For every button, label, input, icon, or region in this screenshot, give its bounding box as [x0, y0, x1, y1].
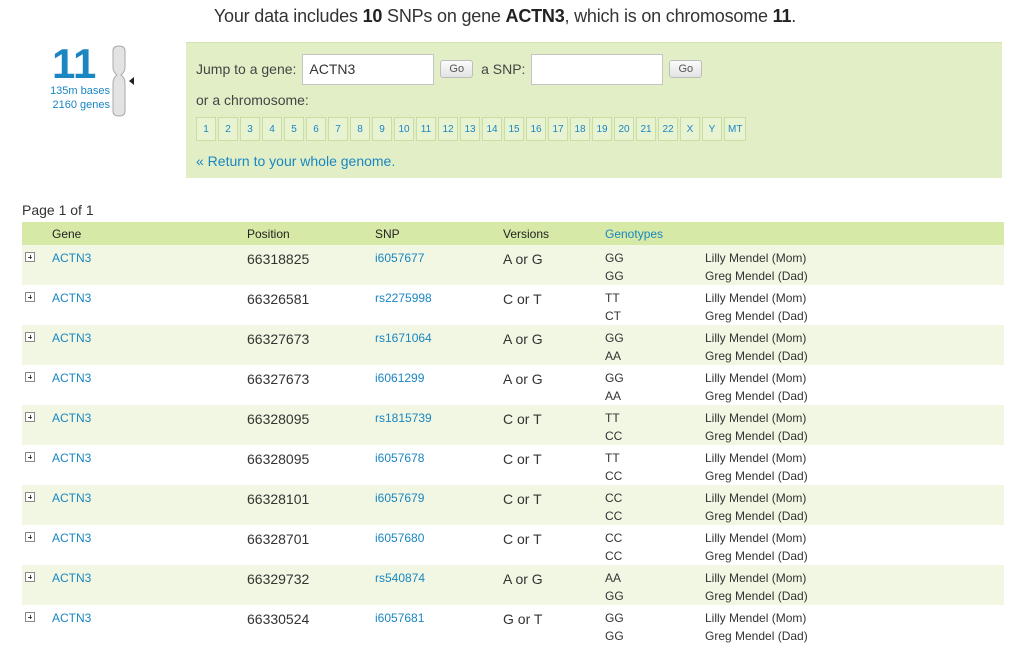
pagination-label: Page 1 of 1	[22, 202, 94, 218]
chromosome-link[interactable]: 9	[372, 117, 392, 141]
chromosome-link[interactable]: 20	[614, 117, 634, 141]
genotypes-cell	[605, 605, 705, 645]
person-name: Lilly Mendel (Mom)	[705, 331, 807, 345]
gene-link[interactable]: ACTN3	[52, 451, 92, 465]
snp-cell	[375, 325, 503, 365]
row-expand-cell	[22, 445, 52, 485]
position-cell: 66328095	[247, 411, 310, 427]
gene-cell	[52, 445, 247, 485]
row-expand-cell	[22, 605, 52, 645]
person-name: Greg Mendel (Dad)	[705, 469, 808, 483]
snp-cell	[375, 605, 503, 645]
person-name: Greg Mendel (Dad)	[705, 269, 808, 283]
person-name: Greg Mendel (Dad)	[705, 549, 808, 563]
versions-cell: C or T	[503, 531, 542, 547]
genotypes-cell	[605, 445, 705, 485]
genotype-value: CC	[605, 491, 623, 505]
table-body	[22, 245, 1004, 645]
position-cell: 66326581	[247, 291, 310, 307]
chromosome-link[interactable]: 1	[196, 117, 216, 141]
chromosome-link[interactable]: 6	[306, 117, 326, 141]
versions-cell: C or T	[503, 491, 542, 507]
chromosome-link[interactable]: 18	[570, 117, 590, 141]
person-name: Greg Mendel (Dad)	[705, 509, 808, 523]
genotype-value: TT	[605, 411, 620, 425]
genotype-value: AA	[605, 389, 622, 403]
people-cell	[705, 485, 1004, 525]
snp-cell	[375, 445, 503, 485]
row-expand-cell	[22, 565, 52, 605]
navigation-panel	[186, 42, 1002, 178]
headline-end: .	[791, 6, 797, 26]
plus-box-icon[interactable]	[25, 492, 35, 502]
genotypes-cell	[605, 285, 705, 325]
genotype-value: TT	[605, 451, 620, 465]
genotypes-cell	[605, 325, 705, 365]
pointer-arrow-icon	[129, 77, 134, 85]
position-cell: 66330524	[247, 611, 310, 627]
plus-box-icon[interactable]	[25, 292, 35, 302]
gene-cell	[52, 365, 247, 405]
snp-cell	[375, 245, 503, 285]
row-expand-cell	[22, 285, 52, 325]
person-name: Lilly Mendel (Mom)	[705, 371, 807, 385]
gene-cell	[52, 485, 247, 525]
header-people	[705, 222, 1004, 245]
genotypes-cell	[605, 405, 705, 445]
person-name: Lilly Mendel (Mom)	[705, 531, 807, 545]
person-name: Lilly Mendel (Mom)	[705, 291, 807, 305]
snp-count: 10	[362, 6, 383, 26]
row-expand-cell	[22, 405, 52, 445]
table-row	[22, 325, 1004, 365]
people-cell	[705, 325, 1004, 365]
versions-cell: A or G	[503, 331, 543, 347]
table-row	[22, 525, 1004, 565]
genotypes-cell	[605, 245, 705, 285]
header-genotypes[interactable]: Genotypes	[605, 226, 664, 241]
snp-link[interactable]: rs1671064	[375, 331, 432, 345]
row-expand-cell	[22, 325, 52, 365]
chromosome-link[interactable]: 10	[394, 117, 414, 141]
genotype-value: GG	[605, 589, 624, 603]
genotype-value: GG	[605, 611, 624, 625]
row-expand-cell	[22, 485, 52, 525]
header-gene: Gene	[52, 226, 82, 241]
table-row	[22, 405, 1004, 445]
genotype-value: GG	[605, 331, 624, 345]
plus-box-icon[interactable]	[25, 412, 35, 422]
genotype-value: AA	[605, 349, 622, 363]
gene-cell	[52, 565, 247, 605]
versions-cell: C or T	[503, 291, 542, 307]
chromosome-link[interactable]: Y	[702, 117, 722, 141]
headline-middle: SNPs on gene	[387, 6, 501, 26]
position-cell: 66328095	[247, 451, 310, 467]
page-headline	[0, 6, 1010, 27]
snp-cell	[375, 405, 503, 445]
chromosome-stats	[30, 84, 110, 112]
snp-cell	[375, 285, 503, 325]
table-row	[22, 605, 1004, 645]
table-row	[22, 285, 1004, 325]
chromosome-number: 11	[52, 40, 97, 87]
genotypes-cell	[605, 525, 705, 565]
genotype-value: AA	[605, 571, 622, 585]
table-row	[22, 245, 1004, 285]
chromosome-link[interactable]: 2	[218, 117, 238, 141]
snp-link[interactable]: rs1815739	[375, 411, 432, 425]
chromosome-summary	[30, 40, 140, 120]
people-cell	[705, 245, 1004, 285]
gene-input[interactable]: ACTN3	[302, 54, 434, 85]
gene-link[interactable]: ACTN3	[52, 531, 92, 545]
chromosome-link[interactable]: 8	[350, 117, 370, 141]
genotypes-cell	[605, 485, 705, 525]
snp-link[interactable]: i6057681	[375, 611, 425, 625]
plus-box-icon[interactable]	[25, 612, 35, 622]
person-name: Lilly Mendel (Mom)	[705, 451, 807, 465]
headline-prefix: Your data includes	[213, 6, 358, 26]
chromosome-link[interactable]: X	[680, 117, 700, 141]
headline-suffix: , which is on chromosome	[564, 6, 768, 26]
person-name: Greg Mendel (Dad)	[705, 389, 808, 403]
genotype-value: CT	[605, 309, 621, 323]
genotype-value: TT	[605, 291, 620, 305]
row-expand-cell	[22, 525, 52, 565]
person-name: Greg Mendel (Dad)	[705, 589, 808, 603]
jump-row	[196, 53, 710, 85]
chromosome-genes: 2160 genes	[52, 99, 110, 111]
gene-link[interactable]: ACTN3	[52, 491, 92, 505]
versions-cell: C or T	[503, 451, 542, 467]
chromosome-link[interactable]: 7	[328, 117, 348, 141]
snp-table	[22, 222, 1004, 645]
people-cell	[705, 525, 1004, 565]
chromosome-link[interactable]: 14	[482, 117, 502, 141]
gene-link[interactable]: ACTN3	[52, 331, 92, 345]
gene-cell	[52, 325, 247, 365]
genotype-value: GG	[605, 251, 624, 265]
chromosome-link[interactable]: 15	[504, 117, 524, 141]
person-name: Greg Mendel (Dad)	[705, 429, 808, 443]
versions-cell: C or T	[503, 411, 542, 427]
headline-gene: ACTN3	[505, 6, 565, 26]
genotype-value: CC	[605, 469, 623, 483]
gene-cell	[52, 605, 247, 645]
person-name: Lilly Mendel (Mom)	[705, 411, 807, 425]
header-expand	[22, 222, 52, 245]
people-cell	[705, 365, 1004, 405]
position-cell: 66328701	[247, 531, 310, 547]
chromosome-label: or a chromosome:	[196, 92, 309, 108]
people-cell	[705, 285, 1004, 325]
snp-cell	[375, 485, 503, 525]
people-cell	[705, 565, 1004, 605]
chromosome-link[interactable]: 21	[636, 117, 656, 141]
plus-box-icon[interactable]	[25, 572, 35, 582]
snp-label: a SNP:	[481, 61, 526, 77]
gene-cell	[52, 245, 247, 285]
header-snp: SNP	[375, 226, 400, 241]
position-cell: 66327673	[247, 371, 310, 387]
gene-cell	[52, 525, 247, 565]
chromosome-link[interactable]: 13	[460, 117, 480, 141]
chromosome-link[interactable]: 16	[526, 117, 546, 141]
position-cell: 66329732	[247, 571, 310, 587]
chromosome-icon	[111, 45, 127, 117]
genotypes-cell	[605, 365, 705, 405]
snp-cell	[375, 565, 503, 605]
snp-link[interactable]: rs540874	[375, 571, 426, 585]
table-row	[22, 365, 1004, 405]
people-cell	[705, 445, 1004, 485]
header-position: Position	[247, 226, 290, 241]
table-header-row	[22, 222, 1004, 245]
headline-chromosome: 11	[772, 6, 792, 26]
person-name: Greg Mendel (Dad)	[705, 629, 808, 643]
chromosome-link[interactable]: 11	[416, 117, 436, 141]
position-cell: 66327673	[247, 331, 310, 347]
position-cell: 66318825	[247, 251, 310, 267]
people-cell	[705, 405, 1004, 445]
gene-link[interactable]: ACTN3	[52, 251, 92, 265]
versions-cell: A or G	[503, 251, 543, 267]
gene-label: Jump to a gene:	[196, 61, 297, 77]
gene-cell	[52, 405, 247, 445]
table-row	[22, 445, 1004, 485]
snp-link[interactable]: i6061299	[375, 371, 425, 385]
snp-cell	[375, 525, 503, 565]
snp-link[interactable]: i6057677	[375, 251, 425, 265]
snp-link[interactable]: i6057679	[375, 491, 425, 505]
genotype-value: CC	[605, 549, 623, 563]
table-row	[22, 565, 1004, 605]
snp-input[interactable]	[531, 54, 663, 85]
chromosome-link[interactable]: 4	[262, 117, 282, 141]
gene-cell	[52, 285, 247, 325]
genotype-value: GG	[605, 269, 624, 283]
chromosome-link[interactable]: 19	[592, 117, 612, 141]
plus-box-icon[interactable]	[25, 332, 35, 342]
row-expand-cell	[22, 245, 52, 285]
chromosome-link[interactable]: 5	[284, 117, 304, 141]
person-name: Lilly Mendel (Mom)	[705, 611, 807, 625]
gene-link[interactable]: ACTN3	[52, 611, 92, 625]
gene-link[interactable]: ACTN3	[52, 571, 92, 585]
person-name: Greg Mendel (Dad)	[705, 349, 808, 363]
genotype-value: CC	[605, 429, 623, 443]
gene-link[interactable]: ACTN3	[52, 371, 92, 385]
genotype-value: GG	[605, 371, 624, 385]
chromosome-bases: 135m bases	[50, 85, 110, 97]
snp-cell	[375, 365, 503, 405]
person-name: Greg Mendel (Dad)	[705, 309, 808, 323]
versions-cell: A or G	[503, 571, 543, 587]
gene-link[interactable]: ACTN3	[52, 291, 92, 305]
snp-link[interactable]: rs2275998	[375, 291, 432, 305]
plus-box-icon[interactable]	[25, 452, 35, 462]
people-cell	[705, 605, 1004, 645]
return-to-genome-link[interactable]: « Return to your whole genome.	[196, 153, 396, 169]
genotype-value: CC	[605, 531, 623, 545]
genotype-value: GG	[605, 629, 624, 643]
chromosome-links	[196, 117, 748, 141]
versions-cell: G or T	[503, 611, 543, 627]
versions-cell: A or G	[503, 371, 543, 387]
table-row	[22, 485, 1004, 525]
person-name: Lilly Mendel (Mom)	[705, 251, 807, 265]
person-name: Lilly Mendel (Mom)	[705, 571, 807, 585]
genotypes-cell	[605, 565, 705, 605]
plus-box-icon[interactable]	[25, 372, 35, 382]
plus-box-icon[interactable]	[25, 252, 35, 262]
row-expand-cell	[22, 365, 52, 405]
snp-link[interactable]: i6057680	[375, 531, 425, 545]
position-cell: 66328101	[247, 491, 310, 507]
person-name: Lilly Mendel (Mom)	[705, 491, 807, 505]
gene-link[interactable]: ACTN3	[52, 411, 92, 425]
snp-link[interactable]: i6057678	[375, 451, 425, 465]
chromosome-link[interactable]: 22	[658, 117, 678, 141]
genotype-value: CC	[605, 509, 623, 523]
header-versions: Versions	[503, 226, 550, 241]
snp-go-button[interactable]: Go	[669, 60, 702, 78]
chromosome-link[interactable]: 17	[548, 117, 568, 141]
chromosome-link[interactable]: 12	[438, 117, 458, 141]
gene-go-button[interactable]: Go	[440, 60, 473, 78]
plus-box-icon[interactable]	[25, 532, 35, 542]
chromosome-link[interactable]: 3	[240, 117, 260, 141]
chromosome-link[interactable]: MT	[724, 117, 746, 141]
